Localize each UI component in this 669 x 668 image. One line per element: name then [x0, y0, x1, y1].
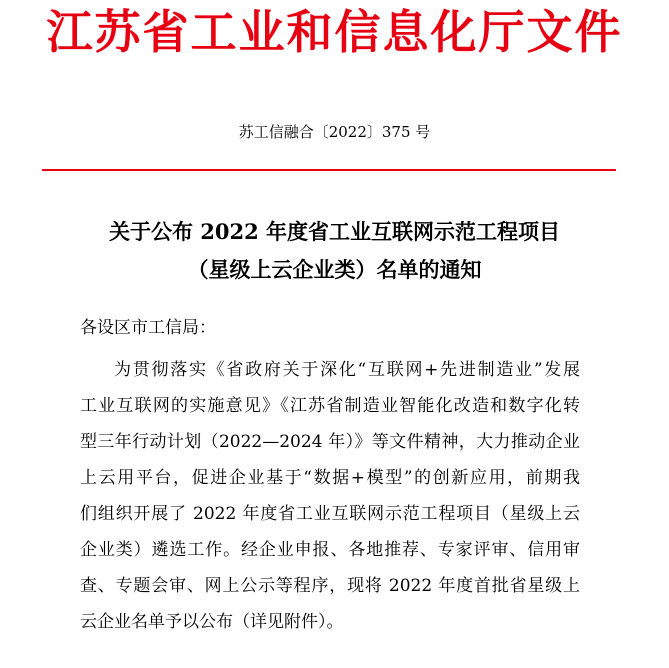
- body-line: 为贯彻落实《省政府关于深化“互联网+先进制造业”发展: [114, 360, 580, 380]
- body-line: 上云用平台，促进企业基于“数据+模型”的创新应用，前期我: [80, 468, 580, 488]
- body-line: 工业互联网的实施意见》《江苏省制造业智能化改造和数字化转: [80, 396, 580, 416]
- notice-title-line-1: 关于公布 2022 年度省工业互联网示范工程项目: [108, 219, 561, 244]
- salutation: 各设区市工信局：: [80, 318, 216, 338]
- notice-title-line-2: （星级上云企业类）名单的通知: [187, 257, 482, 282]
- red-divider-rule: [42, 169, 616, 171]
- body-line: 查、专题会审、网上公示等程序，现将 2022 年度首批省星级上: [80, 576, 580, 596]
- issuer-masthead: 江苏省工业和信息化厅文件: [46, 5, 623, 59]
- document-number: 苏工信融合〔2022〕375 号: [238, 123, 431, 141]
- body-line: 们组织开展了 2022 年度省工业互联网示范工程项目（星级上云: [80, 504, 580, 524]
- body-line: 型三年行动计划（2022—2024 年）》等文件精神，大力推动企业: [80, 432, 580, 452]
- body-line: 云企业名单予以公布（详见附件）。: [80, 612, 344, 632]
- body-line: 企业类）遴选工作。经企业申报、各地推荐、专家评审、信用审: [80, 540, 580, 560]
